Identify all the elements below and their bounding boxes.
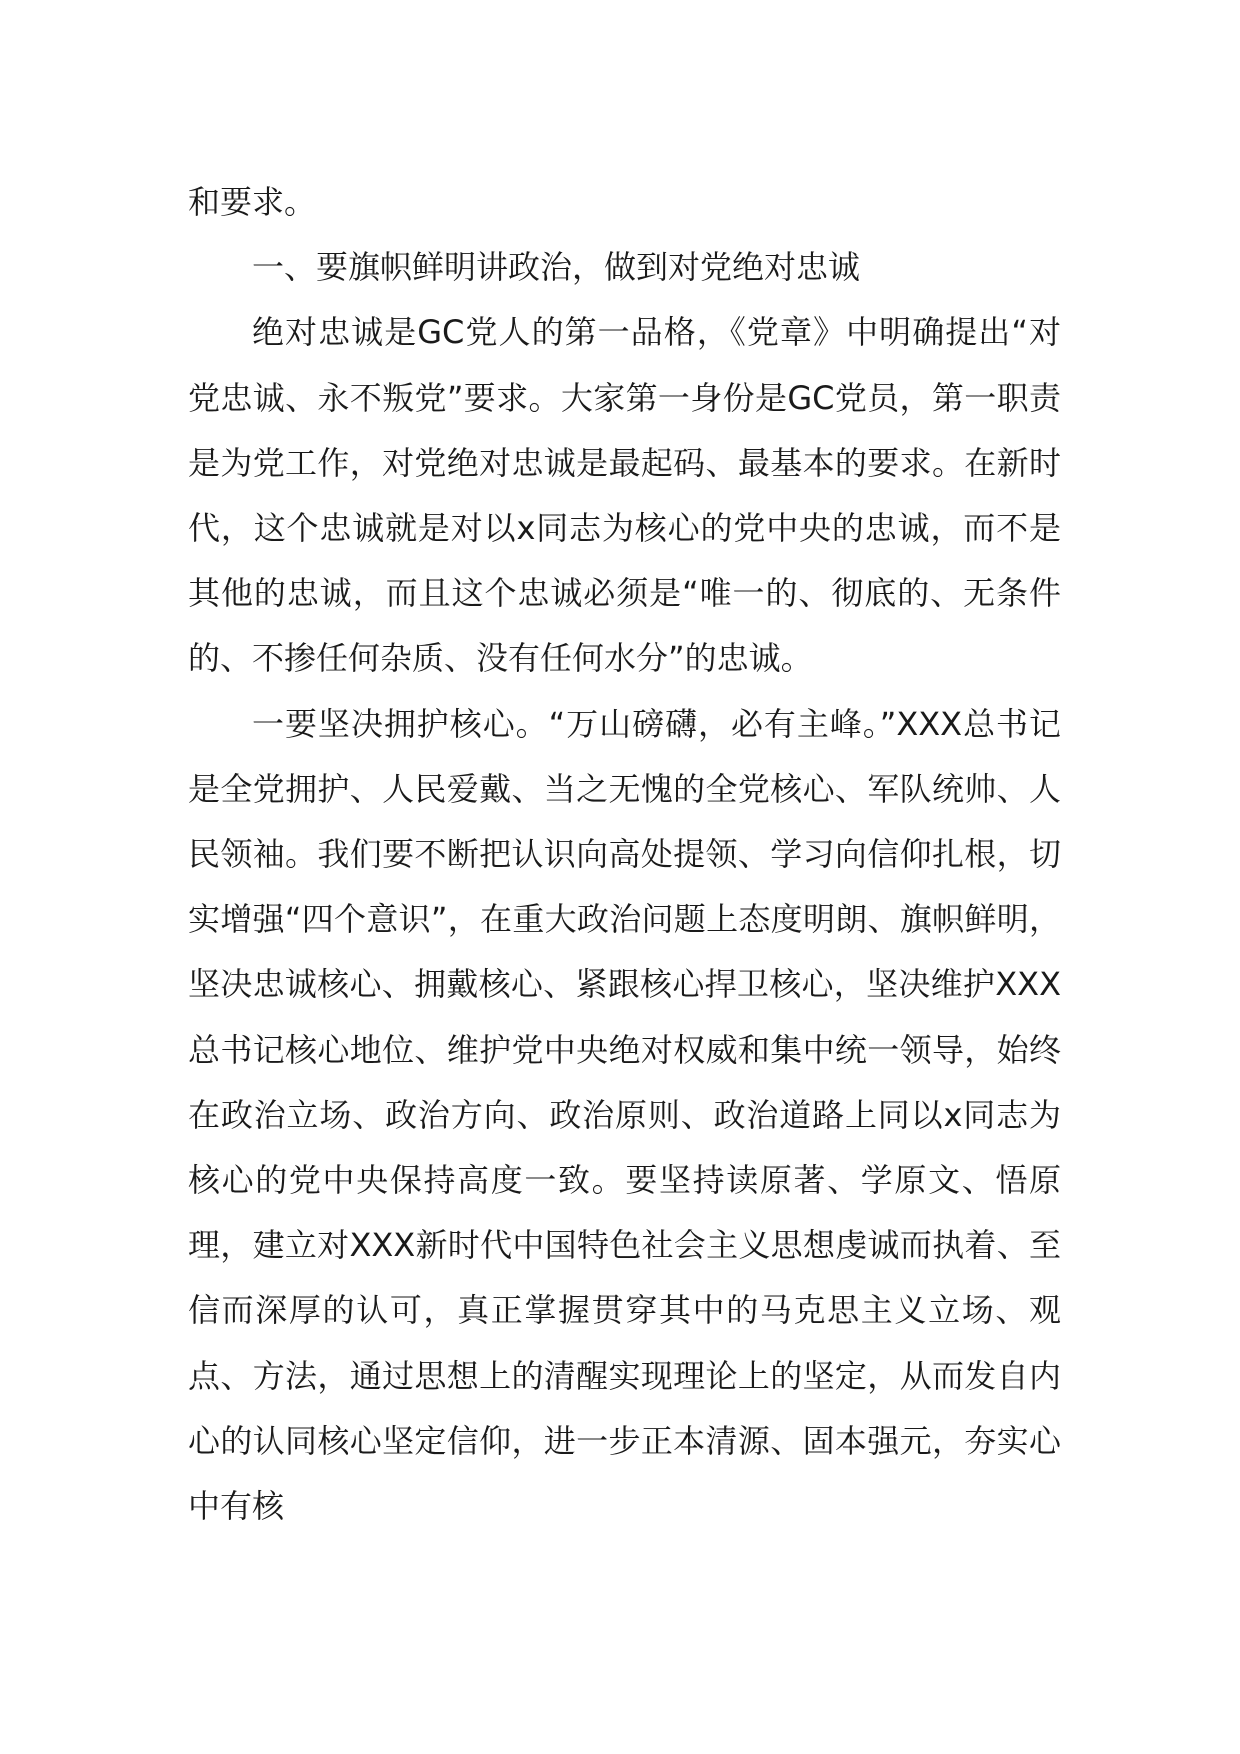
paragraph-loyalty: 绝对忠诚是GC党人的第一品格，《党章》中明确提出“对党忠诚、永不叛党”要求。大家第一身份是GC党员，第一职责是为党工作，对党绝对忠诚是最起码、最基本的要求。在新时代，这个忠诚就是对以x同志为核心的党中央的忠诚，而不是其他的忠诚，而且这个忠诚必须是“唯一的、彻底的、无条件的、不掺任何杂质、没有任何水分”的忠诚。 [188,313,1061,678]
paragraph-continuation: 和要求。 [188,183,317,221]
section-heading: 一、要旗帜鲜明讲政治，做到对党绝对忠诚 [252,248,861,287]
document-body [188,170,1061,1539]
paragraph-support-core: 一要坚决拥护核心。“万山磅礴，必有主峰。”XXX总书记是全党拥护、人民爱戴、当之无愧的全党核心、军队统帅、人民领袖。我们要不断把认识向高处提领、学习向信仰扎根，切实增强“四个意识”，在重大政治问题上态度明朗、旗帜鲜明，坚决忠诚核心、拥戴核心、紧跟核心捍卫核心，坚决维护XXX总书记核心地位、维护党中央绝对权威和集中统一领导，始终在政治立场、政治方向、政治原则、政治道路上同以x同志为核心的党中央保持高度一致。要坚持读原著、学原文、悟原理，建立对XXX新时代中国特色社会主义思想虔诚而执着、至信而深厚的认可，真正掌握贯穿其中的马克思主义立场、观点、方法，通过思想上的清醒实现理论上的坚定，从而发自内心的认同核心坚定信仰，进一步正本清源、固本强元，夯实心中有核 [188,704,1061,1526]
